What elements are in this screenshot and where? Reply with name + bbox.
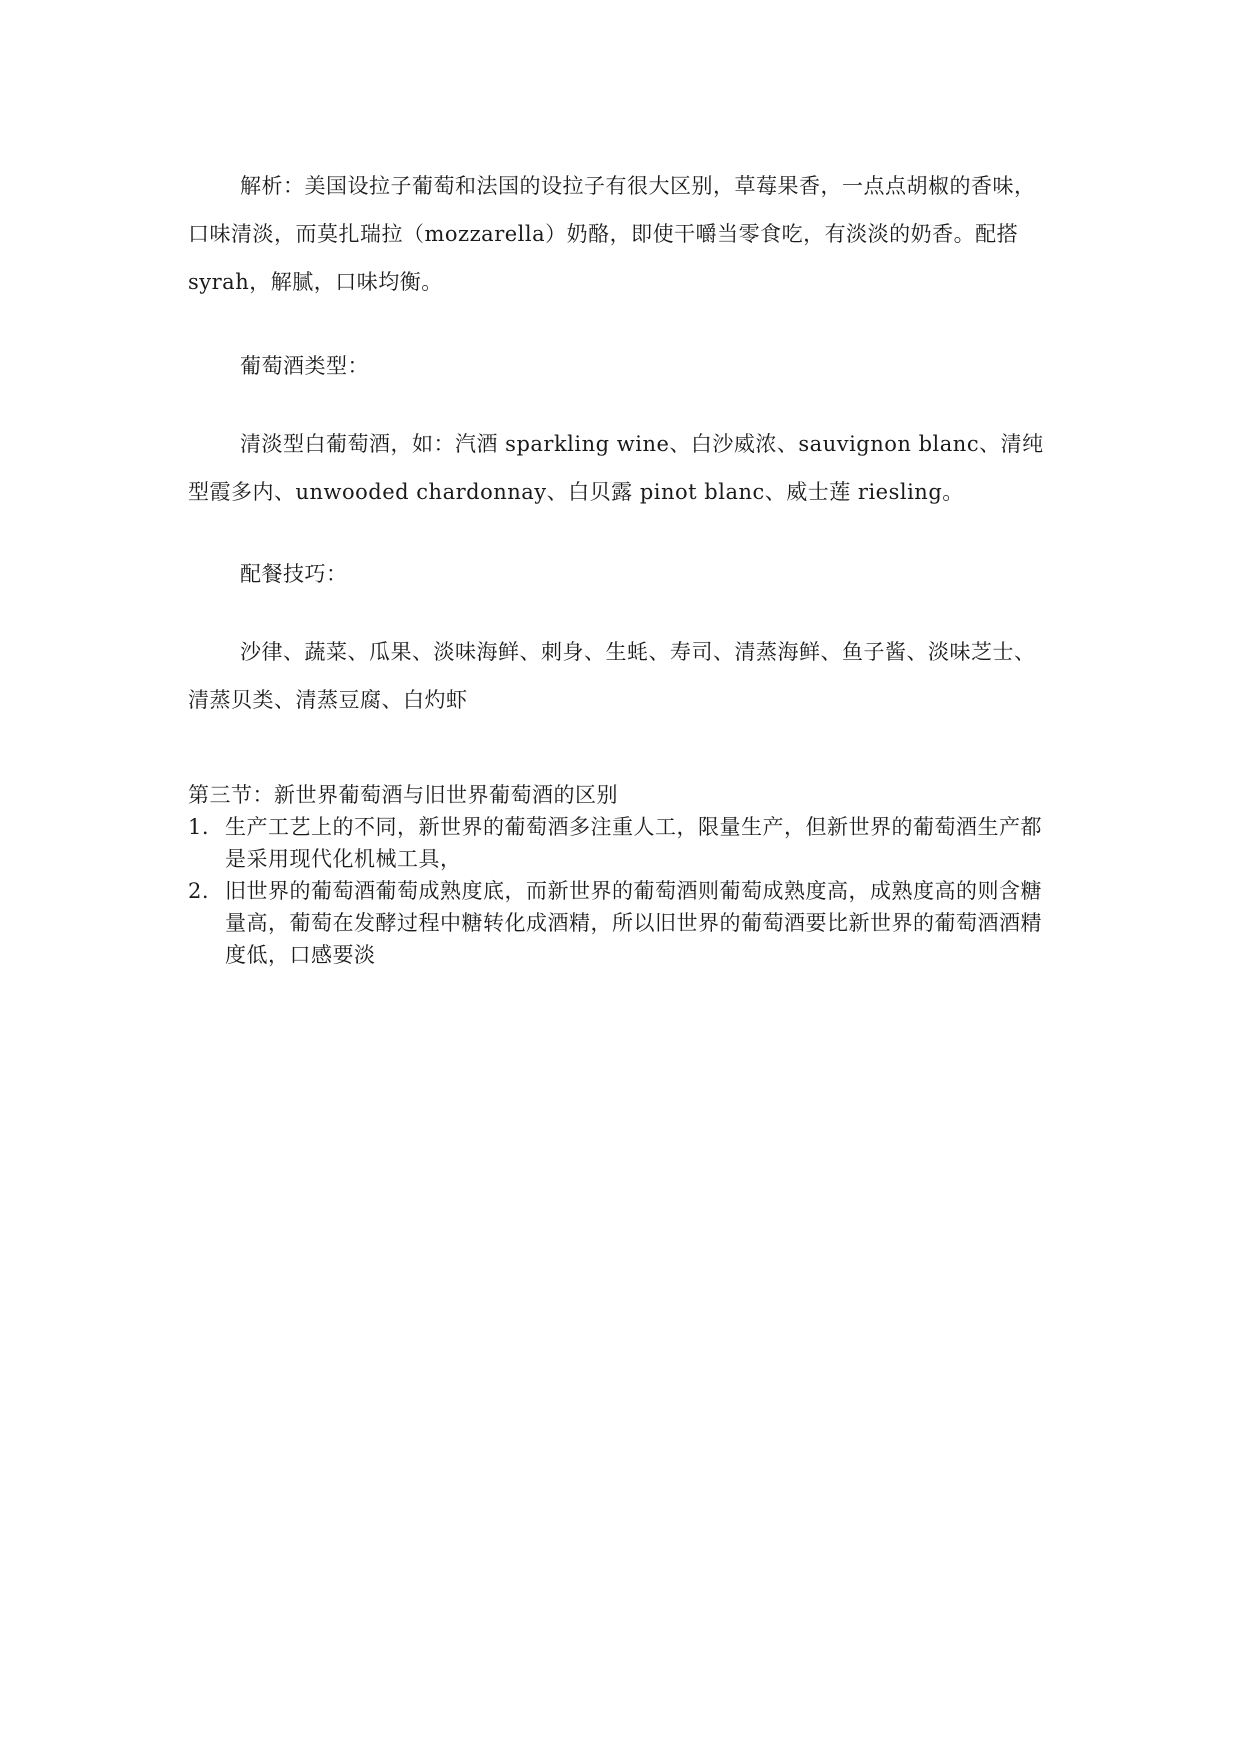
analysis-paragraph: 解析：美国设拉子葡萄和法国的设拉子有很大区别，草莓果香，一点点胡椒的香味，口味清淡，而莫扎瑞拉（mozzarella）奶酪，即使干嚼当零食吃，有淡淡的奶香。配搭 syrah，解腻，口味均衡。 — [188, 174, 1036, 294]
pairing-tips-label: 配餐技巧： — [240, 562, 348, 586]
list-item-text: 旧世界的葡萄酒葡萄成熟度底，而新世界的葡萄酒则葡萄成熟度高，成熟度高的则含糖量高，葡萄在发酵过程中糖转化成酒精，所以旧世界的葡萄酒要比新世界的葡萄酒酒精度低，口感要淡 — [225, 879, 1042, 967]
list-item-text: 生产工艺上的不同，新世界的葡萄酒多注重人工，限量生产，但新世界的葡萄酒生产都是采用现代化机械工具， — [225, 815, 1042, 871]
list-item — [188, 875, 1054, 971]
pairing-tips-paragraph: 沙律、蔬菜、瓜果、淡味海鲜、刺身、生蚝、寿司、清蒸海鲜、鱼子酱、淡味芝士、清蒸贝类、清蒸豆腐、白灼虾 — [188, 640, 1036, 712]
wine-type-paragraph: 清淡型白葡萄酒，如：汽酒 sparkling wine、白沙威浓、sauvignon blanc、清纯型霞多内、unwooded chardonnay、白贝露 pinot blanc、威士莲 riesling。 — [188, 432, 1044, 504]
list-item — [188, 811, 1054, 875]
list-item-number: 2. — [188, 879, 210, 903]
section-heading: 第三节：新世界葡萄酒与旧世界葡萄酒的区别 — [188, 783, 618, 807]
wine-type-label: 葡萄酒类型： — [240, 354, 369, 378]
difference-list — [188, 811, 1054, 971]
list-item-number: 1. — [188, 815, 210, 839]
